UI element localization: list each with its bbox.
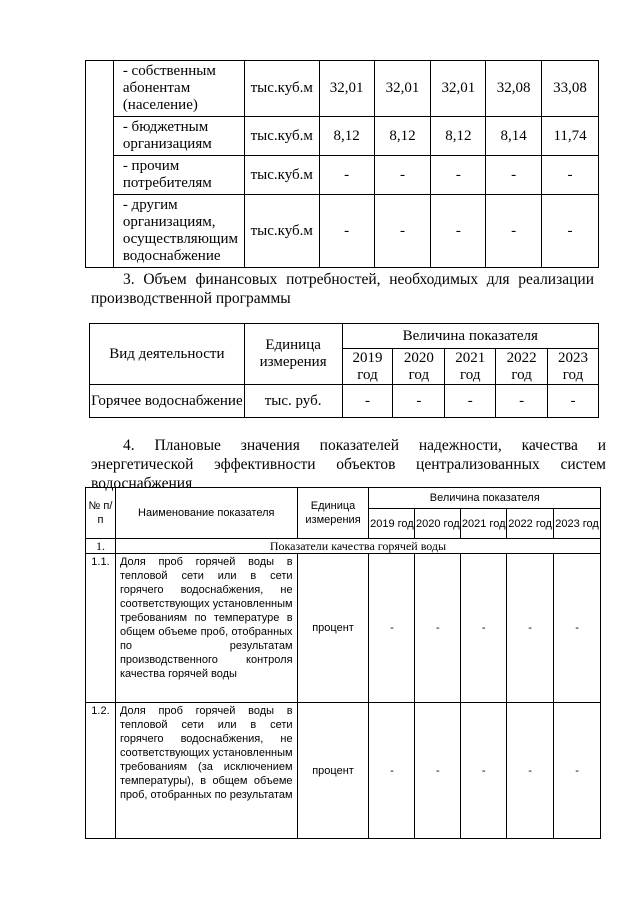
value-cell: - [415,554,461,703]
table-row [86,703,601,839]
header-value: Величина показателя [369,488,601,509]
section-4-heading: 4. Плановые значения показателей надежности, качества и энергетической эффективности объектов централизованных систем водоснабжения [91,437,606,492]
value-cell: - [554,703,601,839]
value-cell: - [461,554,507,703]
value-cell: - [507,703,554,839]
value-cell: 8,12 [431,117,486,156]
header-year: 2019 год [342,349,393,385]
unit-cell: тыс.куб.м [244,117,319,156]
value-cell: 8,12 [319,117,374,156]
header-unit: Единица измерения [244,324,342,385]
row-num: 1.1. [86,554,116,703]
header-year: 2021 год [445,349,496,385]
row-label: - собственным абонентам (население) [113,61,244,117]
value-cell: - [542,156,599,195]
table-row [86,156,599,195]
section-3-heading: 3. Объем финансовых потребностей, необходимых для реализации производственной программы [91,271,594,307]
row-name: Доля проб горячей воды в тепловой сети или в сети горячего водоснабжения, не соответствующих установленным требованиям (за исключением температуры), в общем объеме проб, отобранных по результатам [115,703,297,839]
row-unit: процент [297,554,369,703]
table-row [86,195,599,268]
table-row [86,117,599,156]
value-cell: 32,01 [319,61,374,117]
header-year: 2020 год [393,349,445,385]
unit-cell: тыс.куб.м [244,61,319,117]
value-cell: 11,74 [542,117,599,156]
value-cell: 8,14 [486,117,542,156]
group-title: Показатели качества горячей воды [115,539,600,554]
value-cell: 32,01 [431,61,486,117]
value-cell: - [431,156,486,195]
value-cell: - [548,385,599,418]
value-cell: 32,01 [374,61,431,117]
value-cell: - [486,156,542,195]
value-cell: - [369,703,415,839]
value-cell: - [496,385,548,418]
value-cell: - [486,195,542,268]
value-cell: - [319,156,374,195]
value-cell: - [319,195,374,268]
header-name: Наименование показателя [115,488,297,539]
table-row [90,385,599,418]
header-value: Величина показателя [342,324,598,349]
header-num: № п/п [86,488,116,539]
header-year: 2023 год [548,349,599,385]
row-activity: Горячее водоснабжение [90,385,245,418]
table-row [86,554,601,703]
row-label: - другим организациям, осуществляющим водоснабжение [113,195,244,268]
value-cell: - [507,554,554,703]
value-cell: 33,08 [542,61,599,117]
row-label: - прочим потребителям [113,156,244,195]
empty-cell [86,61,114,268]
header-year: 2022 год [496,349,548,385]
table-header-row [90,324,599,349]
value-cell: - [374,195,431,268]
row-name: Доля проб горячей воды в тепловой сети или в сети горячего водоснабжения, не соответствующих установленным требованиям по температуре в общем объеме проб, отобранных по результатам производственного контроля качества горячей воды [115,554,297,703]
value-cell: - [369,554,415,703]
header-year: 2022 год [507,509,554,539]
value-cell: - [461,703,507,839]
value-cell: 8,12 [374,117,431,156]
value-cell: 32,08 [486,61,542,117]
value-cell: - [554,554,601,703]
unit-cell: тыс.куб.м [244,156,319,195]
value-cell: - [445,385,496,418]
indicators-table [85,487,601,839]
value-cell: - [415,703,461,839]
row-unit: процент [297,703,369,839]
value-cell: - [342,385,393,418]
value-cell: - [393,385,445,418]
header-year: 2019 год [369,509,415,539]
header-unit: Единица измерения [297,488,369,539]
value-cell: - [431,195,486,268]
header-activity: Вид деятельности [90,324,245,385]
value-cell: - [542,195,599,268]
header-year: 2020 год [415,509,461,539]
row-num: 1.2. [86,703,116,839]
table-header-row [86,488,601,509]
group-row [86,539,601,554]
group-num: 1. [86,539,116,554]
unit-cell: тыс.куб.м [244,195,319,268]
table-row [86,61,599,117]
row-label: - бюджетным организациям [113,117,244,156]
finance-table [89,323,599,418]
value-cell: - [374,156,431,195]
header-year: 2023 год [554,509,601,539]
header-year: 2021 год [461,509,507,539]
row-unit: тыс. руб. [244,385,342,418]
consumption-table [85,60,599,268]
